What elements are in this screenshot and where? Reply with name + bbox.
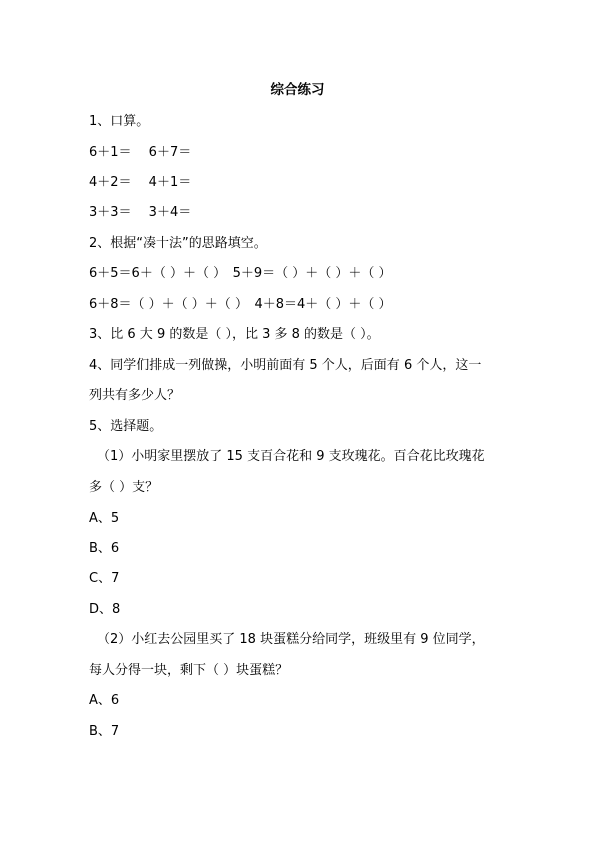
subquestion-2-option-a: A、6 bbox=[89, 693, 120, 708]
mental-math-row-1: 6＋1＝ 6＋7＝ bbox=[89, 145, 192, 160]
subquestion-1-option-d: D、8 bbox=[89, 602, 121, 617]
question-5-heading: 5、选择题。 bbox=[89, 419, 163, 434]
subquestion-2-line-2: 每人分得一块，剩下（ ）块蛋糕？ bbox=[89, 663, 289, 678]
subquestion-1-option-c: C、7 bbox=[89, 571, 120, 586]
subquestion-2-option-b: B、7 bbox=[89, 724, 120, 739]
mental-math-row-3: 3＋3＝ 3＋4＝ bbox=[89, 205, 192, 220]
question-3: 3、比 6 大 9 的数是（ ），比 3 多 8 的数是（ ）。 bbox=[89, 327, 380, 342]
mental-math-row-2: 4＋2＝ 4＋1＝ bbox=[89, 175, 192, 190]
make-ten-row-2: 6＋8＝（ ）＋（ ）＋（ ） 4＋8＝4＋（ ）＋（ ） bbox=[89, 297, 392, 312]
subquestion-1-line-1: （1）小明家里摆放了 15 支百合花和 9 支玫瑰花。百合花比玫瑰花 bbox=[97, 449, 485, 464]
question-1-heading: 1、口算。 bbox=[89, 114, 150, 129]
make-ten-row-1: 6＋5＝6＋（ ）＋（ ） 5＋9＝（ ）＋（ ）＋（ ） bbox=[89, 266, 392, 281]
subquestion-1-option-a: A、5 bbox=[89, 511, 120, 526]
document-title: 综合练习 bbox=[270, 82, 325, 98]
question-2-heading: 2、根据“凑十法”的思路填空。 bbox=[89, 236, 267, 251]
subquestion-1-line-2: 多（ ）支？ bbox=[89, 480, 159, 495]
subquestion-2-line-1: （2）小红去公园里买了 18 块蛋糕分给同学，班级里有 9 位同学， bbox=[97, 632, 485, 647]
question-4-line-2: 列共有多少人？ bbox=[89, 388, 181, 403]
subquestion-1-option-b: B、6 bbox=[89, 541, 120, 556]
question-4-line-1: 4、同学们排成一列做操，小明前面有 5 个人，后面有 6 个人，这一 bbox=[89, 358, 482, 373]
